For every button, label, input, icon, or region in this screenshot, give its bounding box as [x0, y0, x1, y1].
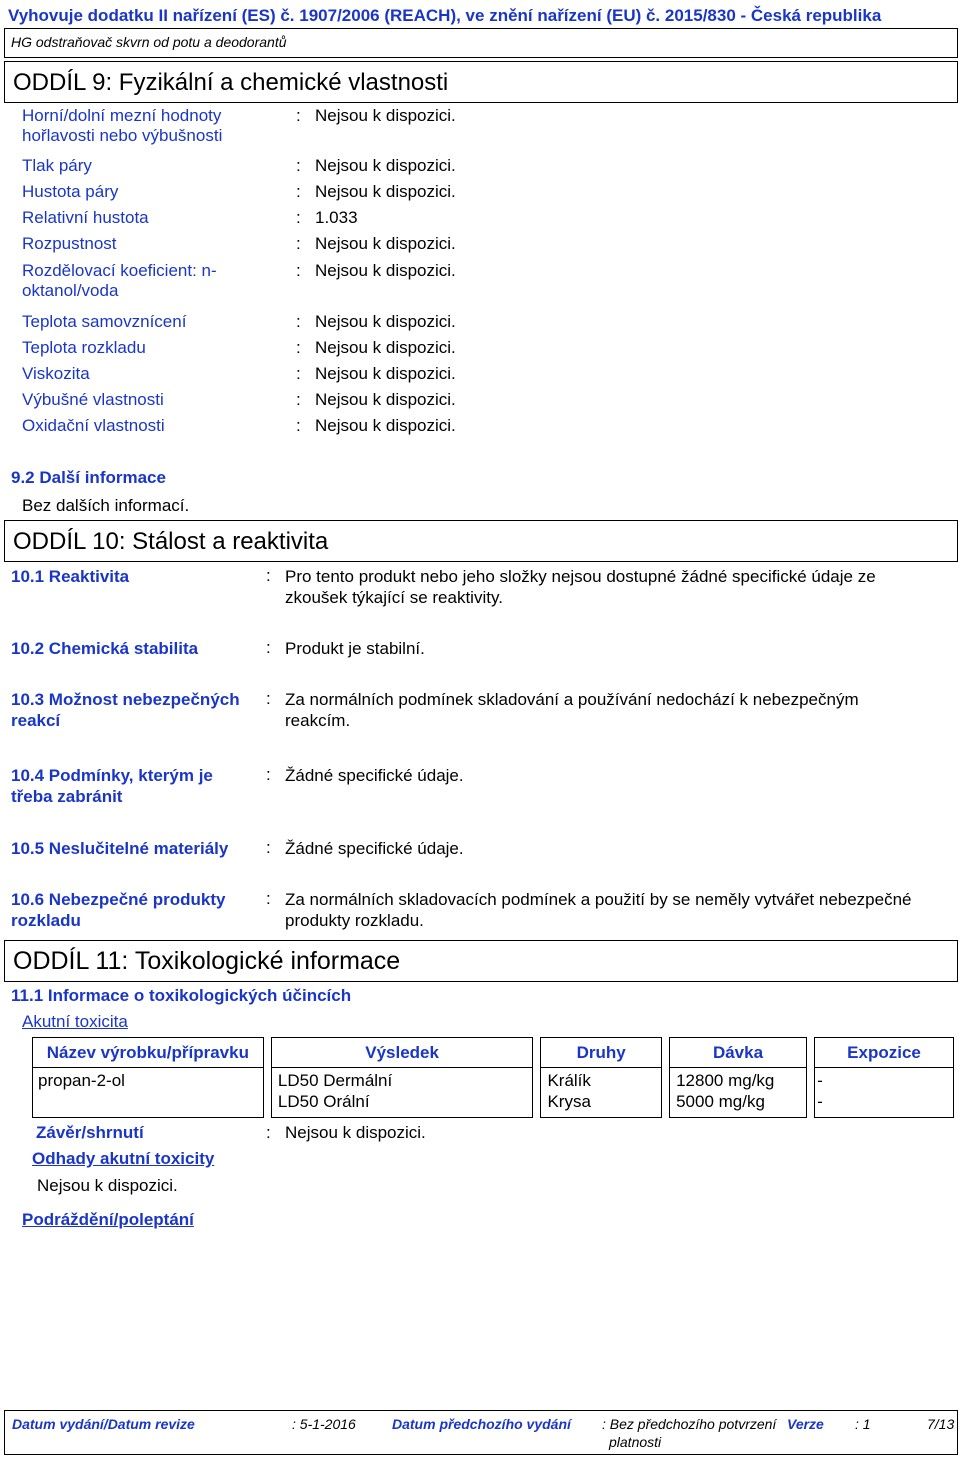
stability-label — [11, 689, 261, 731]
stability-label — [11, 765, 261, 807]
column-gap — [263, 1038, 271, 1068]
regulation-title: Vyhovuje dodatku II nařízení (ES) č. 1907/2006 (REACH), ve znění nařízení (EU) č. 2015/830 - Česká republika — [8, 6, 882, 25]
table-cell — [815, 1068, 954, 1118]
issue-date-value: : 5-1-2016 — [292, 1416, 356, 1432]
property-label: Viskozita — [22, 364, 90, 383]
subsection-9-2-text: Bez dalších informací. — [22, 496, 190, 515]
stability-value: Žádné specifické údaje. — [285, 766, 464, 785]
column-gap — [533, 1068, 541, 1118]
colon: : — [296, 234, 301, 253]
property-label-line: oktanol/voda — [22, 281, 119, 300]
stability-label-line: 10.3 Možnost nebezpečných — [11, 690, 240, 709]
page-footer — [4, 1410, 958, 1455]
stability-label: 10.1 Reaktivita — [11, 567, 130, 586]
colon: : — [296, 416, 301, 435]
previous-issue-value: : Bez předchozího potvrzení — [602, 1416, 777, 1432]
stability-label: 10.5 Neslučitelné materiály — [11, 839, 229, 858]
column-gap — [806, 1068, 814, 1118]
property-value: Nejsou k dispozici. — [315, 106, 456, 125]
colon: : — [296, 182, 301, 201]
colon: : — [266, 889, 271, 908]
stability-value-line: produkty rozkladu. — [285, 911, 424, 930]
column-gap — [806, 1038, 814, 1068]
column-header: Druhy — [541, 1038, 661, 1068]
stability-value-line: Pro tento produkt nebo jeho složky nejsou dostupné žádné specifické údaje ze — [285, 567, 876, 586]
column-header: Dávka — [670, 1038, 807, 1068]
stability-label-line: 10.4 Podmínky, kterým je — [11, 766, 213, 785]
section-10-title: ODDÍL 10: Stálost a reaktivita — [13, 528, 329, 555]
column-header: Název výrobku/přípravku — [33, 1038, 264, 1068]
colon: : — [296, 364, 301, 383]
stability-value — [285, 689, 945, 731]
cell-line: 5000 mg/kg — [676, 1092, 765, 1111]
section-9-header — [4, 61, 958, 103]
column-gap — [263, 1068, 271, 1118]
subsection-11-1-title: 11.1 Informace o toxikologických účincích — [11, 986, 352, 1005]
table-cell — [541, 1068, 661, 1118]
column-gap — [533, 1038, 541, 1068]
colon: : — [296, 338, 301, 357]
stability-label: 10.2 Chemická stabilita — [11, 639, 199, 658]
product-name-box — [4, 28, 958, 58]
property-label — [22, 106, 222, 146]
acute-toxicity-table — [32, 1037, 954, 1118]
table-cell: propan-2-ol — [33, 1068, 264, 1118]
column-header: Expozice — [815, 1038, 954, 1068]
previous-issue-label: Datum předchozího vydání — [392, 1416, 571, 1432]
property-label: Rozpustnost — [22, 234, 117, 253]
stability-value — [285, 889, 945, 931]
section-11-header — [4, 940, 958, 982]
section-10-header — [4, 520, 958, 562]
cell-line: Krysa — [547, 1092, 591, 1111]
property-value: Nejsou k dispozici. — [315, 416, 456, 435]
property-value: Nejsou k dispozici. — [315, 390, 456, 409]
stability-value-line: Za normálních podmínek skladování a používání nedochází k nebezpečným — [285, 690, 859, 709]
property-label-line: hořlavosti nebo výbušnosti — [22, 126, 223, 145]
subsection-9-2-title: 9.2 Další informace — [11, 468, 166, 487]
property-value: Nejsou k dispozici. — [315, 364, 456, 383]
stability-label-line: 10.6 Nebezpečné produkty — [11, 890, 226, 909]
colon: : — [296, 390, 301, 409]
property-label: Tlak páry — [22, 156, 92, 175]
stability-value-line: zkoušek týkající se reaktivity. — [285, 588, 503, 607]
property-label: Hustota páry — [22, 182, 119, 201]
property-label: Teplota rozkladu — [22, 338, 146, 357]
stability-value — [285, 566, 945, 608]
property-label: Výbušné vlastnosti — [22, 390, 164, 409]
colon: : — [266, 765, 271, 784]
table-header-row — [33, 1038, 954, 1068]
property-label: Relativní hustota — [22, 208, 149, 227]
property-value: Nejsou k dispozici. — [315, 312, 456, 331]
acute-estimates-heading: Odhady akutní toxicity — [32, 1149, 215, 1168]
table-row — [33, 1068, 954, 1118]
acute-toxicity-heading: Akutní toxicita — [22, 1012, 128, 1031]
colon: : — [266, 689, 271, 708]
section-9-title: ODDÍL 9: Fyzikální a chemické vlastnosti — [13, 69, 449, 96]
colon: : — [296, 156, 301, 175]
column-header: Výsledek — [271, 1038, 532, 1068]
colon: : — [266, 566, 271, 585]
stability-value: Žádné specifické údaje. — [285, 839, 464, 858]
property-label: Oxidační vlastnosti — [22, 416, 165, 435]
colon: : — [296, 106, 301, 125]
property-value: Nejsou k dispozici. — [315, 156, 456, 175]
stability-value: Produkt je stabilní. — [285, 639, 425, 658]
colon: : — [266, 638, 271, 657]
property-label-line: Rozdělovací koeficient: n- — [22, 261, 217, 280]
cell-line: LD50 Orální — [277, 1092, 370, 1111]
property-value: Nejsou k dispozici. — [315, 261, 456, 280]
colon: : — [266, 838, 271, 857]
property-value: 1.033 — [315, 208, 358, 227]
issue-date-label: Datum vydání/Datum revize — [12, 1416, 195, 1432]
cell-line: - — [817, 1071, 823, 1090]
conclusion-label: Závěr/shrnutí — [36, 1123, 144, 1142]
table-cell — [670, 1068, 807, 1118]
version-value: : 1 — [855, 1416, 871, 1432]
stability-label-line: rozkladu — [11, 911, 81, 930]
colon: : — [296, 261, 301, 280]
cell-line: 12800 mg/kg — [676, 1071, 775, 1090]
section-11-title: ODDÍL 11: Toxikologické informace — [13, 947, 401, 975]
product-name: HG odstraňovač skvrn od potu a deodorantů — [11, 34, 287, 50]
property-value: Nejsou k dispozici. — [315, 338, 456, 357]
stability-value-line: Za normálních skladovacích podmínek a použití by se neměly vytvářet nebezpečné — [285, 890, 912, 909]
cell-line: LD50 Dermální — [277, 1071, 393, 1090]
property-value: Nejsou k dispozici. — [315, 182, 456, 201]
stability-label — [11, 889, 261, 931]
irritation-heading: Podráždění/poleptání — [22, 1210, 194, 1229]
stability-label-line: třeba zabránit — [11, 787, 123, 806]
cell-line: - — [817, 1092, 823, 1111]
property-label — [22, 261, 217, 301]
column-gap — [661, 1038, 669, 1068]
stability-label-line: reakcí — [11, 711, 61, 730]
colon: : — [296, 208, 301, 227]
conclusion-value: Nejsou k dispozici. — [285, 1123, 426, 1142]
property-label: Teplota samovznícení — [22, 312, 187, 331]
version-label: Verze — [787, 1416, 824, 1432]
page-number: 7/13 — [927, 1416, 955, 1432]
property-label-line: Horní/dolní mezní hodnoty — [22, 106, 222, 125]
table-cell — [271, 1068, 532, 1118]
cell-line: Králík — [547, 1071, 591, 1090]
acute-estimates-value: Nejsou k dispozici. — [37, 1176, 178, 1195]
stability-value-line: reakcím. — [285, 711, 351, 730]
column-gap — [661, 1068, 669, 1118]
colon: : — [296, 312, 301, 331]
colon: : — [266, 1123, 271, 1142]
property-value: Nejsou k dispozici. — [315, 234, 456, 253]
previous-issue-value-line-2: platnosti — [609, 1434, 662, 1450]
